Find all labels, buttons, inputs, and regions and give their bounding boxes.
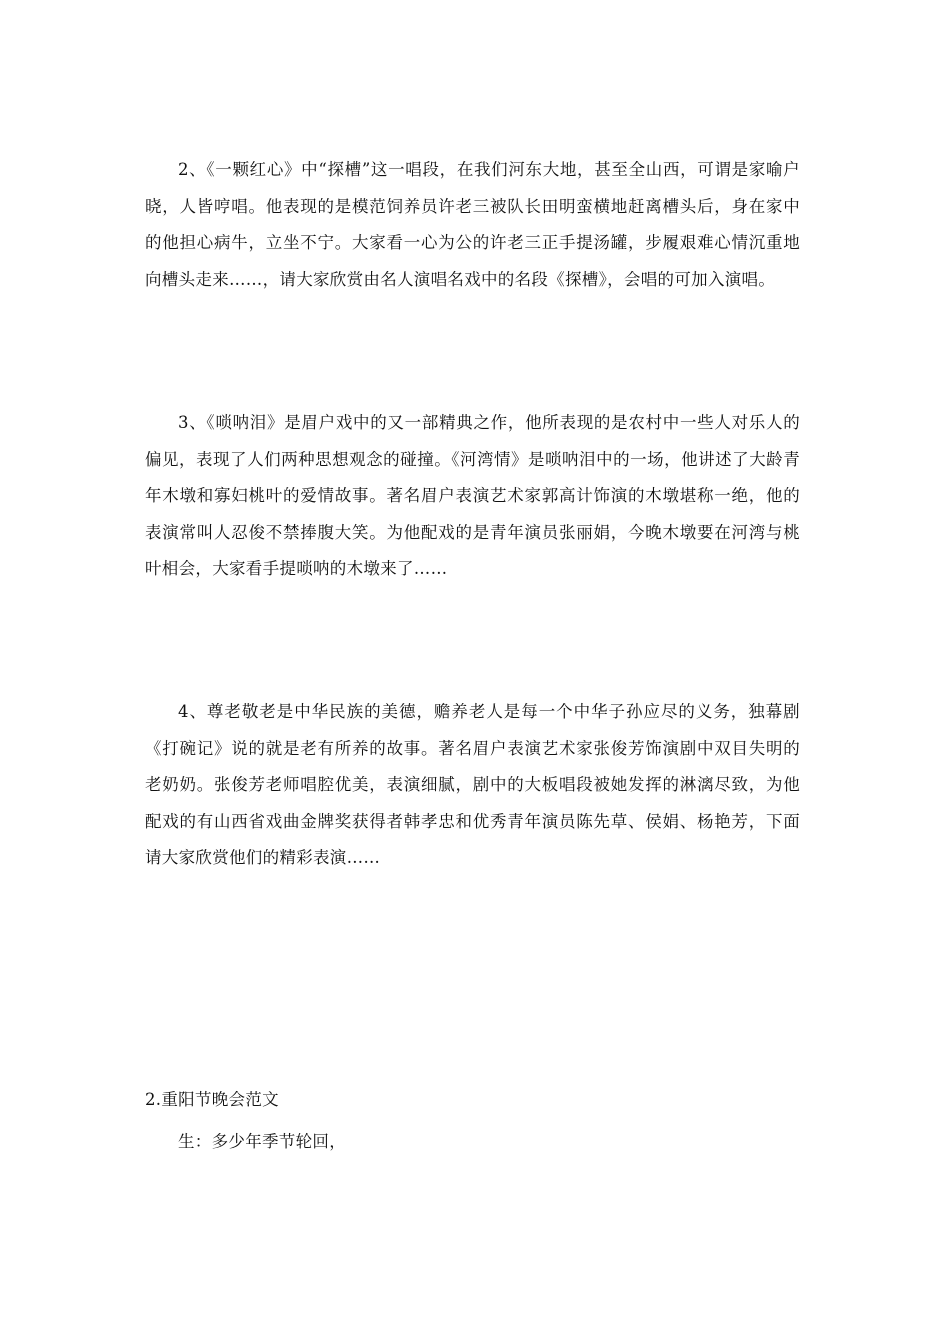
paragraph-item-3: 3、《唢呐泪》是眉户戏中的又一部精典之作，他所表现的是农村中一些人对乐人的偏见，表现了人们两种思想观念的碰撞。《河湾情》是唢呐泪中的一场，他讲述了大龄青年木墩和寡妇桃叶的爱情故事。著名眉户表演艺术家郭高计饰演的木墩堪称一绝，他的表演常叫人忍俊不禁捧腹大笑。为他配戏的是青年演员张丽娟，今晚木墩要在河湾与桃叶相会，大家看手提唢呐的木墩来了…… (145, 413, 800, 579)
paragraph-item-4: 4、尊老敬老是中华民族的美德，赡养老人是每一个中华子孙应尽的义务，独幕剧《打碗记》说的就是老有所养的故事。著名眉户表演艺术家张俊芳饰演剧中双目失明的老奶奶。张俊芳老师唱腔优美，表演细腻，剧中的大板唱段被她发挥的淋漓尽致，为他配戏的有山西省戏曲金牌奖获得者韩孝忠和优秀青年演员陈先草、侯娟、杨艳芳，下面请大家欣赏他们的精彩表演…… (145, 702, 800, 868)
section-first-line: 生：多少年季节轮回， (178, 1132, 346, 1151)
paragraph-item-2: 2、《一颗红心》中“探槽”这一唱段，在我们河东大地，甚至全山西，可谓是家喻户晓，人皆哼唱。他表现的是模范饲养员许老三被队长田明蛮横地赶离槽头后，身在家中的他担心病牛，立坐不宁。大家看一心为公的许老三正手提汤罐，步履艰难心情沉重地向槽头走来……，请大家欣赏由名人演唱名戏中的名段《探槽》，会唱的可加入演唱。 (145, 160, 800, 289)
section-heading: 2.重阳节晚会范文 (145, 1090, 279, 1109)
